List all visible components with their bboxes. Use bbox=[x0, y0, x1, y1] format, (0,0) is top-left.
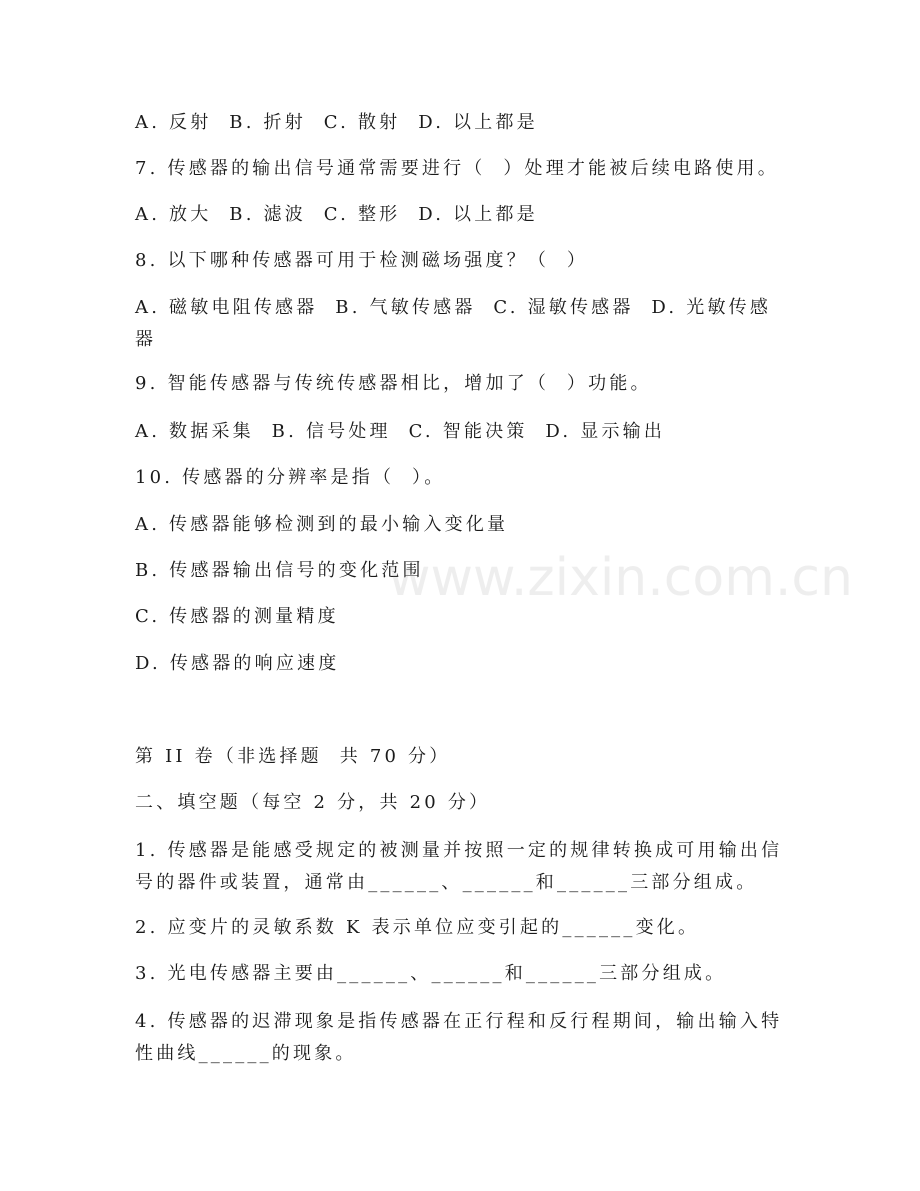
q10-option-b: B. 传感器输出信号的变化范围 bbox=[135, 560, 424, 581]
q9-question: 9. 智能传感器与传统传感器相比，增加了（ ）功能。 bbox=[135, 373, 652, 394]
q9-options: A. 数据采集 B. 信号处理 C. 智能决策 D. 显示输出 bbox=[135, 421, 666, 442]
fill-blank-q2: 2. 应变片的灵敏系数 K 表示单位应变引起的______变化。 bbox=[135, 917, 700, 938]
fill-blank-q4: 4. 传感器的迟滞现象是指传感器在正行程和反行程期间，输出输入特性曲线______的现象。 bbox=[135, 1011, 783, 1064]
q8-options: A. 磁敏电阻传感器 B. 气敏传感器 C. 湿敏传感器 D. 光敏传感器 bbox=[135, 297, 772, 350]
q6-options: A. 反射 B. 折射 C. 散射 D. 以上都是 bbox=[135, 112, 538, 133]
q7-question: 7. 传感器的输出信号通常需要进行（ ）处理才能被后续电路使用。 bbox=[135, 158, 779, 179]
q7-options: A. 放大 B. 滤波 C. 整形 D. 以上都是 bbox=[135, 204, 538, 225]
q10-option-c: C. 传感器的测量精度 bbox=[135, 606, 339, 627]
fill-blank-q1: 1. 传感器是能感受规定的被测量并按照一定的规律转换成可用输出信号的器件或装置，通常由______、______和______三部分组成。 bbox=[135, 840, 783, 893]
q10-question: 10. 传感器的分辨率是指（ ）。 bbox=[135, 467, 446, 488]
fill-blank-heading: 二、填空题（每空 2 分，共 20 分） bbox=[135, 792, 491, 813]
q8-question: 8. 以下哪种传感器可用于检测磁场强度？（ ） bbox=[135, 250, 589, 271]
q10-option-d: D. 传感器的响应速度 bbox=[135, 653, 340, 674]
watermark: www.zixin.com.cn bbox=[388, 548, 853, 608]
part2-section-title: 第 II 卷（非选择题 共 70 分） bbox=[135, 746, 451, 767]
fill-blank-q3: 3. 光电传感器主要由______、______和______三部分组成。 bbox=[135, 963, 727, 984]
q10-option-a: A. 传感器能够检测到的最小输入变化量 bbox=[135, 514, 509, 535]
